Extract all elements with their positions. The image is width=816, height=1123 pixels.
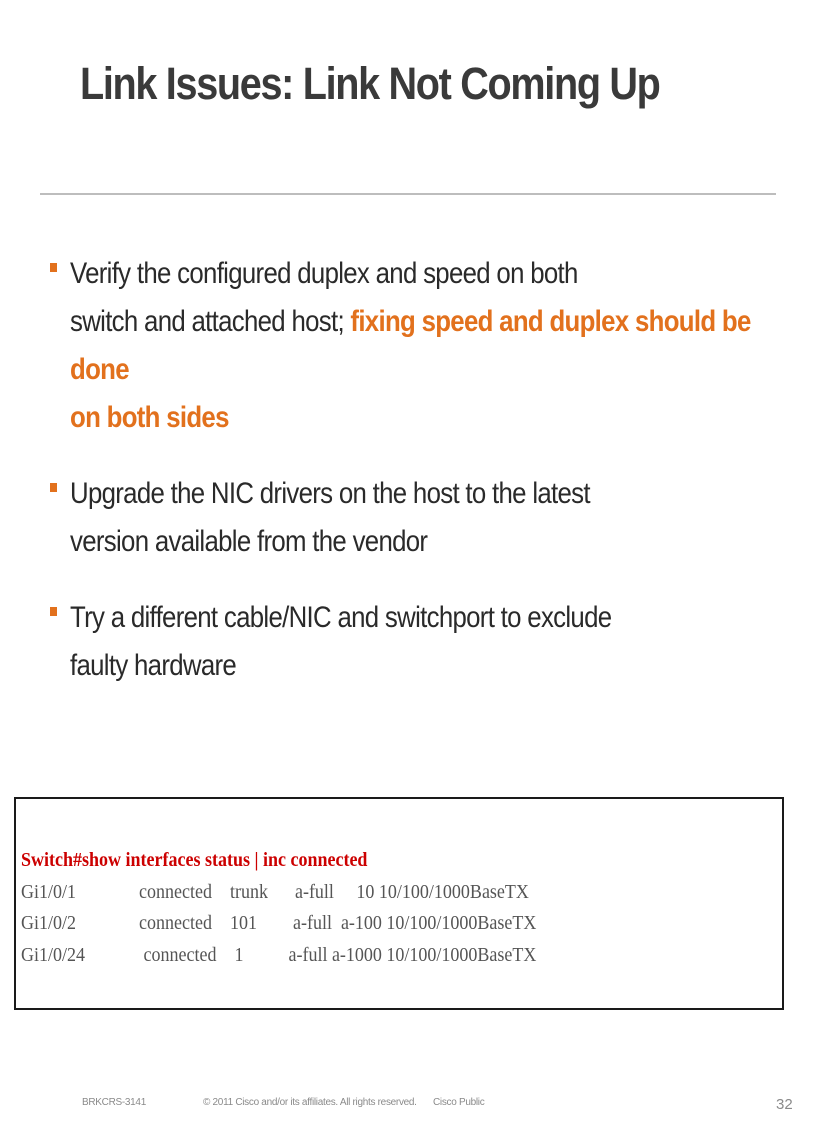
bullet-line: [70, 298, 775, 394]
bullet-line: [70, 470, 775, 518]
bullet-line-text: Try a different cable/NIC and switchport to exclude: [70, 601, 612, 634]
bullet-item: [50, 250, 790, 442]
highlighted-text: on both sides: [70, 401, 229, 434]
bullet-line-text: version available from the vendor: [70, 525, 428, 558]
highlighted-text: fixing speed and duplex should be done: [70, 305, 751, 386]
cli-row-2: Gi1/0/2 connected 101 a-full a-100 10/100/1000BaseTX: [21, 912, 537, 934]
bullet-item: [50, 470, 790, 566]
bullet-text: [70, 250, 775, 442]
footer-copyright: © 2011 Cisco and/or its affiliates. All rights reserved.: [203, 1097, 417, 1108]
bullet-line: [70, 394, 775, 442]
bullet-line-text: switch and attached host;: [70, 305, 351, 338]
bullet-list: [50, 250, 790, 718]
cli-output: [21, 845, 536, 971]
bullet-text: [70, 594, 775, 690]
cli-row-1: Gi1/0/1 connected trunk a-full 10 10/100/1000BaseTX: [21, 880, 529, 903]
bullet-line-text: Upgrade the NIC drivers on the host to the latest: [70, 477, 590, 510]
cli-row-3: Gi1/0/24 connected 1 a-full a-1000 10/100/1000BaseTX: [21, 943, 537, 966]
bullet-line-text: faulty hardware: [70, 649, 237, 682]
bullet-line: [70, 518, 775, 566]
cli-output-box: [14, 797, 784, 1010]
bullet-line: [70, 642, 775, 690]
slide-title: Link Issues: Link Not Coming Up: [80, 58, 660, 109]
title-divider: [40, 193, 776, 195]
bullet-line-text: Verify the configured duplex and speed on both: [70, 257, 578, 290]
footer-classification: Cisco Public: [433, 1097, 485, 1108]
bullet-square-icon: [50, 483, 57, 492]
bullet-item: [50, 594, 790, 690]
bullet-line: [70, 250, 775, 298]
bullet-text: [70, 470, 775, 566]
bullet-line: [70, 594, 775, 642]
page-number: 32: [776, 1096, 793, 1113]
bullet-square-icon: [50, 263, 57, 272]
cli-command: Switch#show interfaces status | inc connected: [21, 849, 368, 871]
bullet-square-icon: [50, 607, 57, 616]
footer-session-code: BRKCRS-3141: [82, 1097, 146, 1108]
